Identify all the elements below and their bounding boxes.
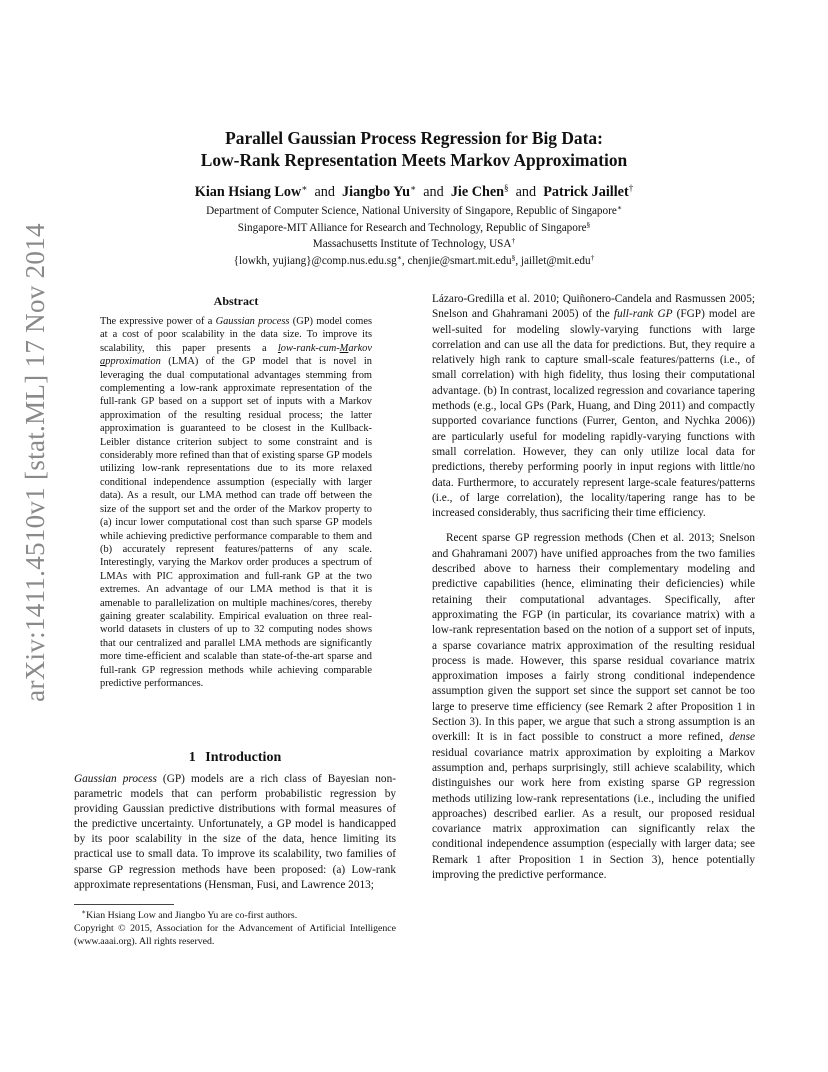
author-name-2: Jiangbo Yu <box>342 184 410 200</box>
email-mark: ∗ <box>396 252 402 262</box>
affiliation-mark: § <box>586 219 591 229</box>
right-column <box>432 292 755 883</box>
abstract-text: (GP) model comes at a cost of poor scalability in the data size. To improve its scalability, this paper presents a <box>100 316 373 354</box>
affiliation-block <box>100 203 728 269</box>
affiliation-text: Singapore-MIT Alliance for Research and Technology, Republic of Singapore <box>237 221 587 234</box>
paragraph-emphasis: full-rank GP <box>613 308 673 321</box>
footnote-block <box>74 904 396 949</box>
intro-text: (GP) models are a rich class of Bayesian non-parametric models that can perform probabilistic regression by providing Gaussian predictive distributions with formal measures of the predictive uncertainty. Unfortunately, a GP model is handicapped by its poor scalability in the size of the data, hence limiting its practical use to small data. To improve its scalability, two families of sparse GP regression methods have been proposed: (a) Low-rank approximate representations (Hensman, Fusi, and Lawrence 2013; <box>74 773 396 891</box>
title-line-2: Low-Rank Representation Meets Markov Approximation <box>200 150 628 170</box>
underlined-letter: a <box>100 356 106 368</box>
author-mark-4: † <box>628 183 634 193</box>
abstract-heading: Abstract <box>213 294 259 308</box>
author-mark-1: ∗ <box>301 183 308 193</box>
author-name-3: Jie Chen <box>450 184 505 200</box>
abstract-emphasis: Gaussian process <box>215 316 290 327</box>
footnote-text: Kian Hsiang Low and Jiangbo Yu are co-first authors. <box>86 910 298 921</box>
underlined-letter: M <box>339 342 349 354</box>
arxiv-identifier-text: arXiv:1411.4510v1 [stat.ML] 17 Nov 2014 <box>19 222 50 702</box>
arxiv-identifier-stamp <box>10 222 60 702</box>
abstract-section <box>100 294 372 690</box>
email-mit: , jaillet@mit.edu <box>515 254 591 267</box>
affiliation-line <box>100 203 728 220</box>
author-list <box>100 182 728 202</box>
author-mark-3: § <box>504 183 509 193</box>
email-smart: , chenjie@smart.mit.edu <box>401 254 512 267</box>
footnote-mark: ∗ <box>81 908 87 916</box>
abstract-emphasis: pproximation <box>105 356 161 368</box>
paper-title <box>100 127 728 171</box>
abstract-text: (LMA) of the GP model that is novel in leveraging the dual computational advantages stemming from complementing a low-rank approximate representation of the full-rank GP based on a support set of inputs with a Markov approximation of the resulting residual process; the latter approximation is guaranteed to be closest in the Kullback-Leibler distance criterion subject to some constraint and is considerably more refined than that of existing sparse GP models utilizing low-rank representations due to its more relaxed conditional independence assumption (especially with larger data). As a result, our LMA method can trade off between the size of the support set and the order of the Markov property to (a) incur lower computational cost than such sparse GP models while achieving predictive performance comparable to them and (b) accurately represent features/patterns of any scale. Interestingly, varying the Markov order produces a spectrum of LMAs with PIC approximation and full-rank GP at the two extremes. An advantage of our LMA method is that it is amenable to parallelization on multiple machines/cores, thereby gaining greater scalability. Empirical evaluation on three real-world datasets in clusters of up to 32 computing nodes shows that our centralized and parallel LMA methods are significantly more time-efficient and scalable than state-of-the-art sparse and full-rank GP regression methods while achieving comparable predictive performances. <box>100 356 372 689</box>
paragraph-text: residual covariance matrix approximation by exploiting a Markov assumption and, perhaps surprisingly, still achieve scalability, which distinguishes our work here from existing sparse GP regression methods utilizing low-rank representations (i.e., including the unified approaches) described earlier. As a result, our proposed residual covariance matrix approximation can significantly relax the conditional independence assumption (especially with larger data; see Remark 1 after Proposition 1 in Section 3), hence potentially improving the predictive performance. <box>432 746 755 881</box>
author-name-1: Kian Hsiang Low <box>194 184 302 200</box>
author-mark-2: ∗ <box>410 183 417 193</box>
introduction-section <box>74 750 396 893</box>
underlined-letter: l <box>277 342 281 354</box>
footnote-rule <box>74 904 174 905</box>
copyright-notice: Copyright © 2015, Association for the Advancement of Artificial Intelligence (www.aaai.org). All rights reserved. <box>74 923 396 948</box>
author-separator: and <box>314 184 335 200</box>
affiliation-text: Massachusetts Institute of Technology, USA <box>312 238 512 250</box>
affiliation-mark: † <box>511 236 516 245</box>
email-mark: § <box>511 252 516 262</box>
abstract-emphasis: ow-rank-cum- <box>280 342 340 354</box>
abstract-body <box>100 315 372 690</box>
paragraph-related-work <box>432 292 755 521</box>
affiliation-line <box>100 220 728 237</box>
author-separator: and <box>423 184 444 200</box>
author-name-4: Patrick Jaillet <box>543 184 629 200</box>
paragraph-text: Lázaro-Gredilla et al. 2010; Quiñonero-Candela and Rasmussen 2005; Snelson and Ghahramani 2005) of the <box>432 293 755 321</box>
footnote-cofirst <box>74 909 396 922</box>
affiliation-text: Department of Computer Science, National University of Singapore, Republic of Singapore <box>206 205 617 217</box>
introduction-heading: 1 Introduction <box>188 750 282 765</box>
abstract-emphasis: arkov <box>348 342 372 354</box>
abstract-text: The expressive power of a <box>100 316 216 327</box>
paragraph-emphasis: dense <box>729 731 755 744</box>
title-line-1: Parallel Gaussian Process Regression for Big Data: <box>225 128 603 148</box>
paragraph-text: Recent sparse GP regression methods (Chen et al. 2013; Snelson and Ghahramani 2007) have unified approaches from the two families described above to harness their complementary modeling and predictive capabilities (hence, eliminating their deficiencies) while retaining their computational advantages. Specifically, after approximating the FGP (in particular, its covariance matrix) with a low-rank representation based on the notion of a support set of inputs, a sparse covariance matrix approximation of the resulting residual process is made. However, this sparse residual covariance matrix approximation imposes a fairly strong conditional independence assumption given the support set since the support set cannot be too large to preserve time efficiency (see Remark 2 after Proposition 1 in Section 3). In this paper, we argue that such a strong assumption is an overkill: It is in fact possible to construct a more refined, <box>432 532 755 744</box>
paragraph-recent-methods <box>432 531 755 883</box>
author-separator: and <box>515 184 537 200</box>
email-line <box>100 253 728 270</box>
intro-emphasis: Gaussian process <box>74 773 157 785</box>
introduction-body <box>74 772 396 893</box>
email-mark: † <box>590 252 595 262</box>
affiliation-mark: ∗ <box>616 203 622 212</box>
paragraph-text: (FGP) model are well-suited for modeling slowly-varying functions with large correlation and can use all the data for predictions. But, they require a relatively high rank to capture small-scale features/patterns (i.e., of small correlation) with high fidelity, thus losing their computational advantage. (b) In contrast, localized regression and covariance tapering methods (e.g., local GPs (Park, Huang, and Ding 2011) and compactly supported covariance functions (Furrer, Genton, and Nychka 2006)) are particularly useful for modeling rapidly-varying functions with small correlation. However, they can only utilize local data for predictions, thereby performing poorly in input regions with little/no data. Furthermore, to accurately represent large-scale features/patterns (i.e., of large correlation), the locality/tapering range has to be increased considerably, thus sacrificing their time efficiency. <box>432 308 755 520</box>
affiliation-line <box>100 236 728 253</box>
email-nus: {lowkh, yujiang}@comp.nus.edu.sg <box>233 254 397 267</box>
